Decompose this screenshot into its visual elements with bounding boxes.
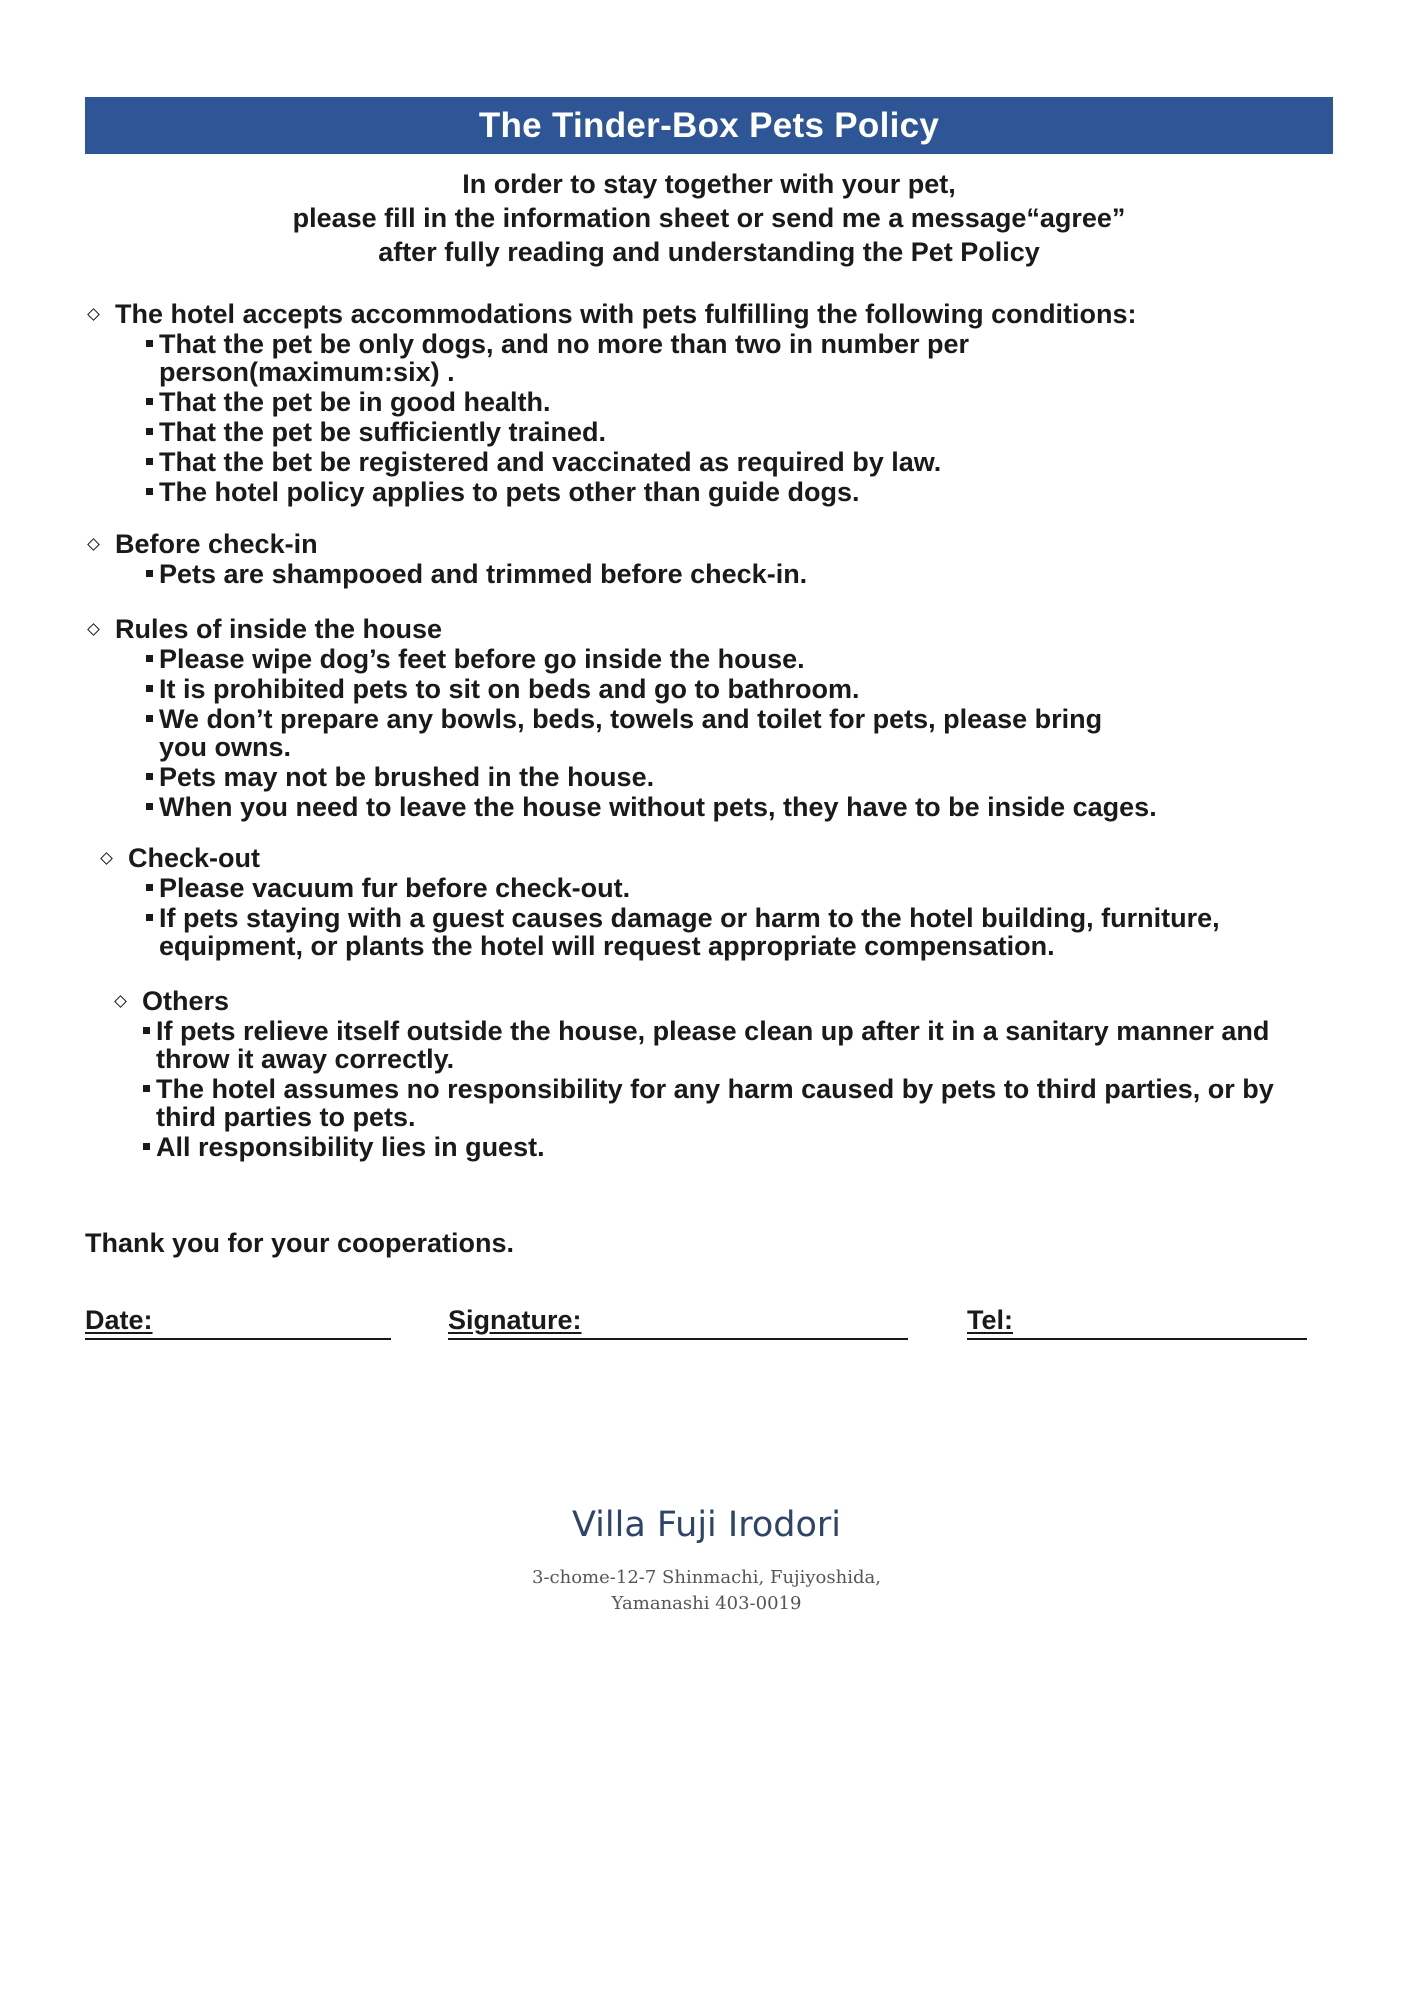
list-item: Pets may not be brushed in the house. <box>145 763 1345 791</box>
page-title: The Tinder-Box Pets Policy <box>85 97 1333 154</box>
diamond-bullet-icon <box>114 995 127 1008</box>
section-others <box>112 985 1372 1163</box>
list-item: The hotel assumes no responsibility for any harm caused by pets to third parties, or by third parties to pets. <box>142 1075 1306 1131</box>
address-line: 3-chome-12-7 Shinmachi, Fujiyoshida, <box>532 1567 881 1588</box>
section-heading-text: Rules of inside the house <box>115 614 443 644</box>
list-item: Please wipe dog’s feet before go inside the house. <box>145 645 1345 673</box>
signature-label: Signature: <box>448 1305 582 1335</box>
section-heading-text: The hotel accepts accommodations with pets fulfilling the following conditions: <box>115 299 1137 329</box>
date-field[interactable] <box>85 1304 391 1340</box>
diamond-bullet-icon <box>87 538 100 551</box>
before-checkin-list <box>85 560 1345 588</box>
section-heading <box>85 298 1345 330</box>
section-heading <box>112 985 1372 1017</box>
list-item: That the pet be sufficiently trained. <box>145 418 1345 446</box>
list-item: The hotel policy applies to pets other than guide dogs. <box>145 478 1345 506</box>
list-item: That the pet be in good health. <box>145 388 1345 416</box>
section-heading <box>85 613 1345 645</box>
intro-line: after fully reading and understanding the Pet Policy <box>378 237 1040 267</box>
list-item: All responsibility lies in guest. <box>142 1133 1372 1161</box>
list-item: When you need to leave the house without pets, they have to be inside cages. <box>145 793 1345 821</box>
section-conditions <box>85 298 1345 508</box>
section-heading <box>98 842 1358 874</box>
tel-field[interactable] <box>967 1304 1307 1340</box>
intro-line: In order to stay together with your pet, <box>462 169 956 199</box>
list-item: That the bet be registered and vaccinated as required by law. <box>145 448 1345 476</box>
section-house-rules <box>85 613 1345 823</box>
address-line: Yamanashi 403-0019 <box>611 1593 802 1614</box>
diamond-bullet-icon <box>87 623 100 636</box>
list-item: That the pet be only dogs, and no more than two in number per person(maximum:six) . <box>145 330 1039 386</box>
section-heading-text: Before check-in <box>115 529 318 559</box>
intro-line: please fill in the information sheet or send me a message“agree” <box>292 203 1126 233</box>
date-label: Date: <box>85 1305 153 1335</box>
section-heading-text: Check-out <box>128 843 261 873</box>
diamond-bullet-icon <box>100 852 113 865</box>
section-checkout <box>98 842 1358 962</box>
house-rules-list <box>85 645 1345 821</box>
intro-text <box>85 167 1333 269</box>
section-heading <box>85 528 1345 560</box>
diamond-bullet-icon <box>87 308 100 321</box>
list-item: Pets are shampooed and trimmed before check-in. <box>145 560 1345 588</box>
list-item: We don’t prepare any bowls, beds, towels and toilet for pets, please bring you owns. <box>145 705 1119 761</box>
others-list <box>112 1017 1372 1161</box>
conditions-list <box>85 330 1345 506</box>
section-heading-text: Others <box>142 986 230 1016</box>
hotel-address <box>0 1565 1413 1617</box>
hotel-name: Villa Fuji Irodori <box>572 1505 841 1545</box>
tel-label: Tel: <box>967 1305 1013 1335</box>
section-before-checkin <box>85 528 1345 590</box>
list-item: Please vacuum fur before check-out. <box>145 874 1358 902</box>
list-item: If pets relieve itself outside the house, please clean up after it in a sanitary manner and throw it away correctly. <box>142 1017 1336 1073</box>
checkout-list <box>98 874 1358 960</box>
list-item: It is prohibited pets to sit on beds and go to bathroom. <box>145 675 1345 703</box>
list-item: If pets staying with a guest causes damage or harm to the hotel building, furniture, equipment, or plants the hotel will request appropriate compensation. <box>145 904 1279 960</box>
signature-field[interactable] <box>448 1304 908 1340</box>
thanks-text: Thank you for your cooperations. <box>85 1228 515 1258</box>
